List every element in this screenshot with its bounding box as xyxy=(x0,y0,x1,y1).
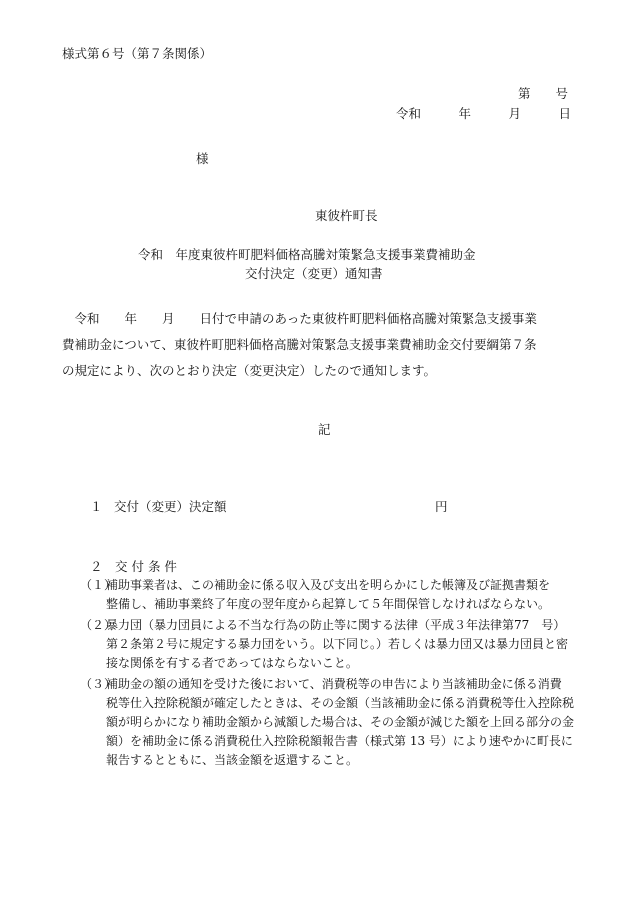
condition-line: 暴力団（暴力団員による不当な行為の防止等に関する法律（平成３年法律第77 号） xyxy=(106,618,566,632)
conditions-list xyxy=(80,576,590,772)
form-number: 様式第６号（第７条関係） xyxy=(62,46,213,61)
body-line: の規定により、次のとおり決定（変更決定）したので通知します。 xyxy=(62,363,437,378)
condition-item xyxy=(80,616,590,673)
ki-heading: 記 xyxy=(318,422,331,437)
item-conditions-heading: ２ 交 付 条 件 xyxy=(90,559,177,574)
yen-unit: 円 xyxy=(435,499,448,514)
body-paragraph xyxy=(62,306,584,384)
condition-number: （３） xyxy=(80,677,117,691)
condition-item xyxy=(80,675,590,770)
condition-line: 整備し、補助事業終了年度の翌年度から起算して５年間保管しなければならない。 xyxy=(106,597,551,611)
condition-line: 補助事業者は、この補助金に係る収入及び支出を明らかにした帳簿及び証拠書類を xyxy=(106,578,551,592)
item-decided-amount xyxy=(90,497,450,515)
condition-item xyxy=(80,576,590,614)
document-number: 第 号 xyxy=(518,86,569,101)
document-title-line-1: 令和 年度東彼杵町肥料価格高騰対策緊急支援事業費補助金 xyxy=(138,247,476,262)
body-line: 令和 年 月 日付で申請のあった東彼杵町肥料価格高騰対策緊急支援事業 xyxy=(74,311,537,326)
body-line: 費補助金について、東彼杵町肥料価格高騰対策緊急支援事業費補助金交付要綱第７条 xyxy=(62,337,537,352)
condition-line: 接な関係を有する者であってはならないこと。 xyxy=(106,656,358,670)
condition-number: （１） xyxy=(80,578,117,592)
condition-line: 額）を補助金に係る消費税仕入控除税額報告書（様式第 13 号）により速やかに町長に xyxy=(106,734,573,748)
condition-line: 報告するとともに、当該金額を返還すること。 xyxy=(106,753,359,767)
document-date: 令和 年 月 日 xyxy=(396,106,572,121)
condition-line: 第２条第２号に規定する暴力団をいう。以下同じ。）若しくは暴力団又は暴力団員と密 xyxy=(106,637,569,651)
condition-number: （２） xyxy=(80,618,117,632)
recipient-honorific: 様 xyxy=(196,151,209,166)
item-number: １ xyxy=(90,499,103,514)
sender-title: 東彼杵町長 xyxy=(315,208,378,223)
condition-line: 税等仕入控除税額が確定したときは、その金額（当該補助金に係る消費税等仕入控除税 xyxy=(106,696,575,710)
document-title-line-2: 交付決定（変更）通知書 xyxy=(245,266,383,281)
condition-line: 補助金の額の通知を受けた後において、消費税等の申告により当該補助金に係る消費 xyxy=(106,677,562,691)
condition-line: 額が明らかになり補助金額から減額した場合は、その金額が減じた額を上回る部分の金 xyxy=(106,715,575,729)
item-label: 交付（変更）決定額 xyxy=(114,499,227,514)
